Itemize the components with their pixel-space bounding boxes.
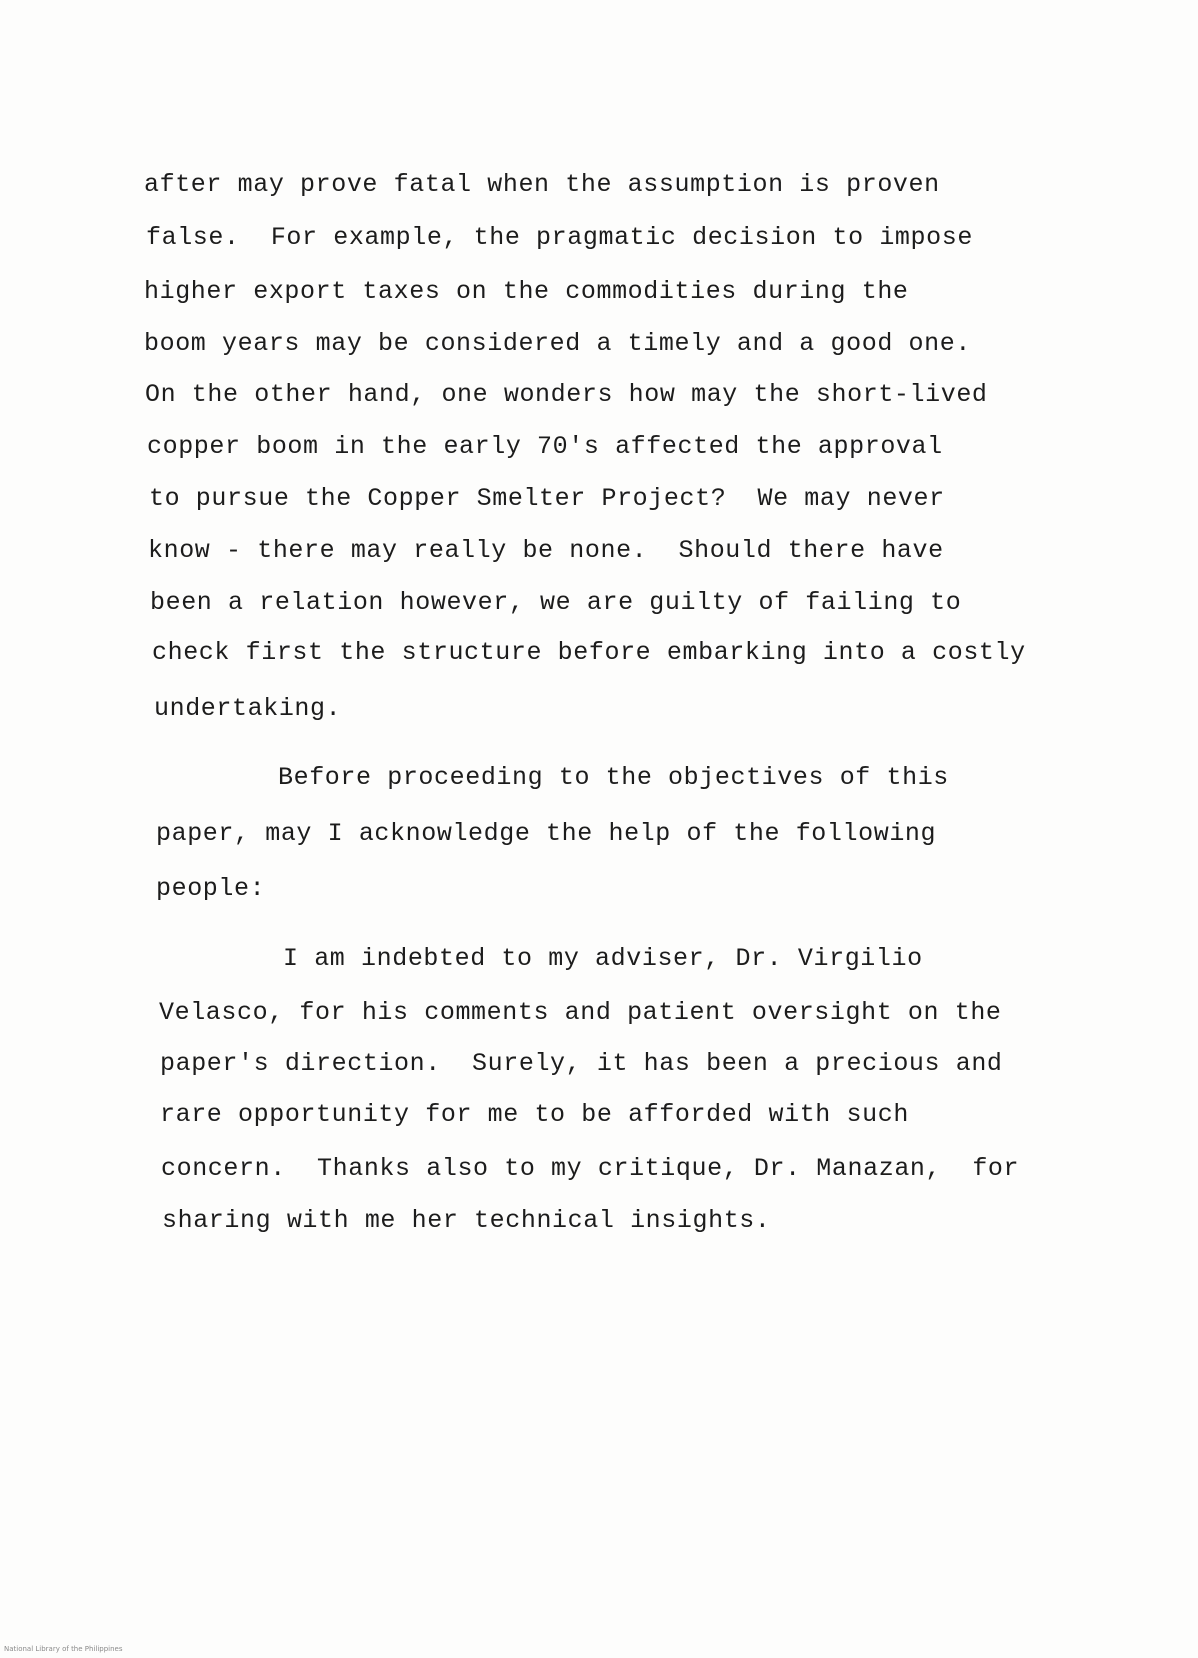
paragraph-1-line-7: to pursue the Copper Smelter Project? We may never — [149, 484, 945, 513]
paragraph-3-line-5: concern. Thanks also to my critique, Dr. Manazan, for — [161, 1154, 1020, 1183]
paragraph-2-line-3: people: — [156, 874, 266, 903]
paragraph-1-line-9: been a relation however, we are guilty of failing to — [150, 588, 962, 617]
paragraph-3-line-2: Velasco, for his comments and patient oversight on the — [159, 998, 1002, 1027]
library-stamp: National Library of the Philippines — [4, 1645, 123, 1653]
paragraph-1-line-11: undertaking. — [154, 694, 342, 723]
paragraph-1-line-8: know - there may really be none. Should there have — [148, 536, 944, 565]
paragraph-1-line-6: copper boom in the early 70's affected the approval — [147, 432, 943, 461]
paragraph-1-line-2: false. For example, the pragmatic decision to impose — [146, 223, 973, 252]
paragraph-1-line-3: higher export taxes on the commodities during the — [144, 277, 909, 306]
paragraph-3-line-3: paper's direction. Surely, it has been a precious and — [160, 1049, 1003, 1078]
paragraph-2-line-1: Before proceeding to the objectives of this — [278, 763, 949, 792]
paragraph-2-line-2: paper, may I acknowledge the help of the following — [156, 819, 937, 848]
paragraph-1-line-1: after may prove fatal when the assumption is proven — [144, 170, 940, 199]
paragraph-1-line-4: boom years may be considered a timely and a good one. — [144, 329, 971, 358]
paragraph-1-line-5: On the other hand, one wonders how may the short-lived — [145, 380, 988, 409]
paragraph-1-line-10: check first the structure before embarking into a costly — [152, 638, 1026, 667]
paragraph-3-line-1: I am indebted to my adviser, Dr. Virgilio — [283, 944, 923, 973]
paragraph-3-line-6: sharing with me her technical insights. — [162, 1206, 771, 1235]
paragraph-3-line-4: rare opportunity for me to be afforded with such — [160, 1100, 909, 1129]
